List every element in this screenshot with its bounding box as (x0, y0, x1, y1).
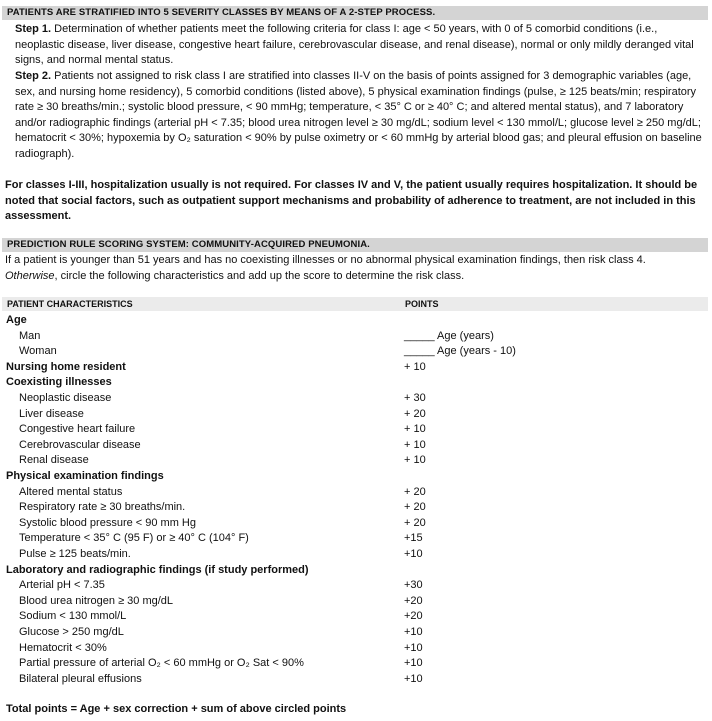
characteristic-label: Man (19, 329, 41, 342)
points-value: +10 (404, 626, 423, 638)
characteristic-label: Systolic blood pressure < 90 mm Hg (19, 516, 196, 529)
characteristic-label: Blood urea nitrogen ≥ 30 mg/dL (19, 594, 174, 607)
column-header-points: POINTS (405, 299, 439, 309)
characteristic-label: Pulse ≥ 125 beats/min. (19, 548, 131, 560)
points-value: _____ Age (years - 10) (404, 345, 516, 358)
points-value: +30 (404, 579, 423, 592)
characteristic-label: Altered mental status (19, 485, 123, 498)
hospitalization-note: For classes I-III, hospitalization usually is not required. For classes IV and V, the patient usually requires hospitalization. It should be noted that social factors, such as outpatient support mechanisms and probability of adherence to treatment, are not included in this assessment. (5, 179, 698, 222)
characteristic-label: Temperature < 35° C (95 F) or ≥ 40° C (104° F) (19, 532, 249, 545)
prediction-rule-heading: PREDICTION RULE SCORING SYSTEM: COMMUNITY-ACQUIRED PNEUMONIA. (2, 238, 708, 252)
characteristic-label: Arterial pH < 7.35 (19, 579, 105, 592)
characteristic-label: Sodium < 130 mmol/L (19, 610, 127, 623)
table-group-row (0, 313, 712, 329)
points-value: +10 (404, 672, 423, 685)
table-row (0, 625, 712, 641)
table-row (0, 500, 712, 516)
step1-paragraph (15, 22, 705, 69)
table-row (0, 594, 712, 610)
table-row (0, 672, 712, 688)
table-row (0, 516, 712, 532)
prediction-rule-intro (5, 253, 705, 284)
step1-text: Determination of whether patients meet the following criteria for class I: age < 50 years, with 0 of 5 comorbid conditions (i.e., neoplastic disease, liver disease, congestive heart failure, cerebrovascular disease, and renal disease), normal or only mildly deranged vital signs, and normal mental status. (15, 23, 694, 66)
step2-paragraph (15, 69, 705, 162)
column-header-characteristics: PATIENT CHARACTERISTICS (7, 299, 133, 309)
severity-classes-heading: PATIENTS ARE STRATIFIED INTO 5 SEVERITY CLASSES BY MEANS OF A 2-STEP PROCESS. (2, 6, 708, 20)
step2-label: Step 2. (15, 70, 52, 82)
characteristic-label: Renal disease (19, 454, 89, 467)
table-row (0, 578, 712, 594)
intro-line2: , circle the following characteristics and add up the score to determine the risk class. (54, 269, 465, 282)
table-row (0, 656, 712, 672)
table-group-row (0, 563, 712, 579)
points-value: +10 (404, 548, 423, 560)
characteristic-label: Glucose > 250 mg/dL (19, 626, 124, 638)
characteristic-label: Liver disease (19, 407, 84, 420)
table-group-row (0, 375, 712, 391)
characteristic-label: Neoplastic disease (19, 392, 112, 404)
points-value: _____ Age (years) (404, 329, 494, 342)
table-row (0, 547, 712, 563)
step1-label: Step 1. (15, 23, 52, 35)
characteristic-label: Respiratory rate ≥ 30 breaths/min. (19, 501, 186, 514)
group-label: Nursing home resident (6, 360, 126, 373)
characteristic-label: Woman (19, 345, 57, 358)
total-points-formula: Total points = Age + sex correction + sum of above circled points (6, 703, 347, 715)
points-value: +10 (404, 657, 423, 670)
table-row (0, 407, 712, 423)
characteristic-label: Hematocrit < 30% (19, 641, 107, 654)
points-value: + 20 (404, 501, 426, 514)
group-label: Laboratory and radiographic findings (if study performed) (6, 563, 309, 576)
intro-line1: If a patient is younger than 51 years and has no coexisting illnesses or no abnormal physical examination findings, then risk class 4. (5, 254, 646, 266)
table-row (0, 422, 712, 438)
table-header (2, 297, 708, 311)
points-value: + 10 (404, 423, 426, 436)
table-row (0, 391, 712, 407)
points-value: +10 (404, 641, 423, 654)
table-row (0, 609, 712, 625)
table-group-row (0, 360, 712, 376)
group-label: Age (6, 314, 27, 326)
table-row (0, 329, 712, 345)
points-value: + 20 (404, 407, 426, 420)
table-row (0, 485, 712, 501)
intro-otherwise: Otherwise (5, 269, 55, 282)
table-group-row (0, 469, 712, 485)
group-label: Physical examination findings (6, 470, 164, 482)
table-row (0, 453, 712, 469)
points-value: + 10 (404, 454, 426, 467)
table-row (0, 344, 712, 360)
points-value: +15 (404, 532, 423, 545)
points-value: +20 (404, 594, 423, 607)
points-value: + 30 (404, 392, 426, 404)
characteristic-label: Bilateral pleural effusions (19, 672, 142, 685)
step2-text: Patients not assigned to risk class I are stratified into classes II-V on the basis of points assigned for 3 demographic variables (age, sex, and nursing home residency), 5 comorbid conditions (listed above), 5 physical examination findings (pulse, ≥ 125 beats/min; respiratory rate ≥ 30 breaths/min.; systolic blood pressure, < 90 mmHg; temperature, < 35° C or ≥ 40° C; and altered mental status), and 7 laboratory and/or radiographic findings (arterial pH < 7.35; blood urea nitrogen level ≥ 30 mg/dL; sodium level < 130 mmol/L; glucose level ≥ 250 mg/dL; hematocrit < 30%; hypoxemia by O₂ saturation < 90% by pulse oximetry or < 60 mmHg by arterial blood gas; and pleural effusion on baseline radiograph). (15, 70, 702, 160)
points-value: + 10 (404, 438, 426, 451)
characteristic-label: Cerebrovascular disease (19, 438, 141, 451)
table-row (0, 438, 712, 454)
characteristic-label: Congestive heart failure (19, 423, 136, 436)
points-value: +20 (404, 610, 423, 623)
points-value: + 10 (404, 360, 426, 373)
group-label: Coexisting illnesses (6, 376, 112, 389)
table-row (0, 531, 712, 547)
points-value: + 20 (404, 485, 426, 498)
table-row (0, 641, 712, 657)
characteristic-label: Partial pressure of arterial O₂ < 60 mmHg or O₂ Sat < 90% (19, 657, 304, 670)
points-value: + 20 (404, 516, 426, 529)
